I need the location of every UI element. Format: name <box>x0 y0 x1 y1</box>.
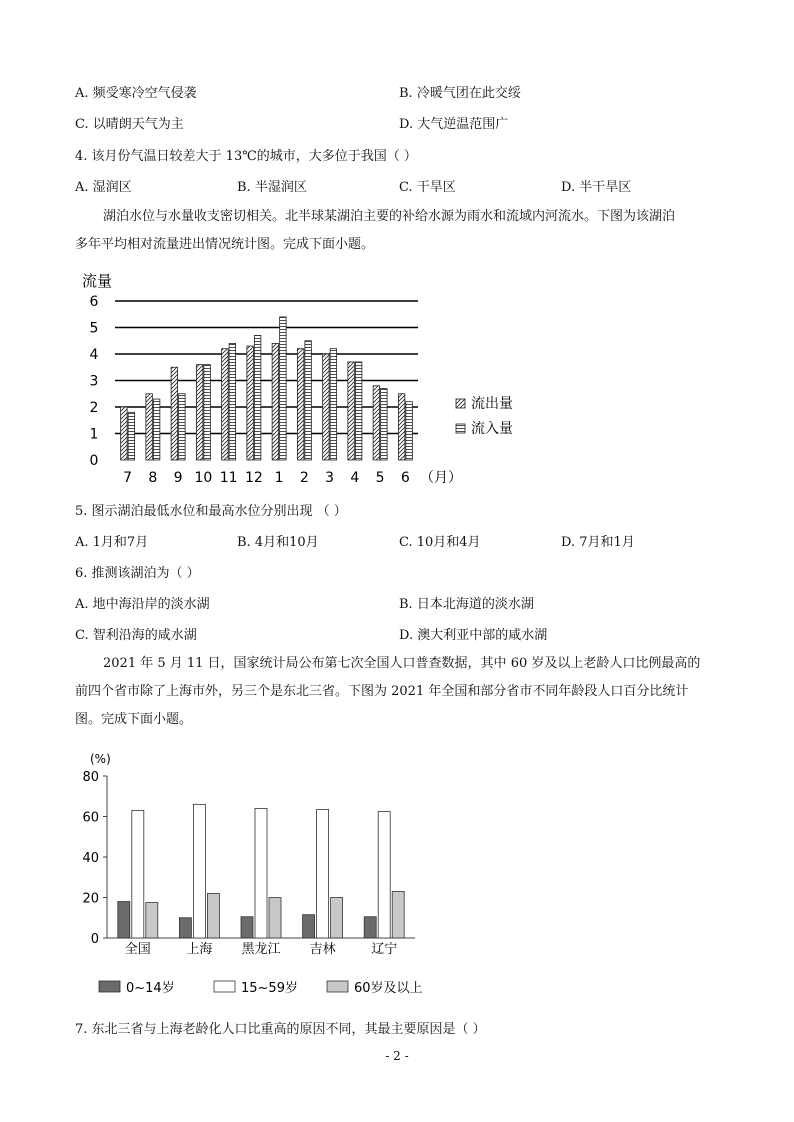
q5-options <box>75 531 755 551</box>
legend-label: 15~59岁 <box>241 981 298 996</box>
q5-stem: 5. 图示湖泊最低水位和最高水位分别出现 （ ） <box>75 504 347 519</box>
bar-outflow <box>398 394 405 460</box>
y-tick-label: 6 <box>89 294 99 310</box>
x-tick-label: 12 <box>244 470 263 486</box>
bar-inflow <box>128 412 135 460</box>
legend-label: 60岁及以上 <box>354 981 423 996</box>
y-tick-label: 80 <box>82 770 99 785</box>
q6-option-b: B. 日本北海道的淡水湖 <box>399 597 534 612</box>
q3-option-b: B. 冷暖气团在此交绥 <box>399 86 521 101</box>
bar-inflow <box>179 394 186 460</box>
bar-outflow <box>297 349 304 460</box>
bar-0 <box>118 902 130 938</box>
bar-1 <box>378 811 390 938</box>
bar-outflow <box>272 343 279 460</box>
y-tick-label: 5 <box>89 320 99 337</box>
x-tick-label: 辽宁 <box>371 942 398 957</box>
q6-option-d: D. 澳大利亚中部的咸水湖 <box>399 628 548 643</box>
q6-option-a: A. 地中海沿岸的淡水湖 <box>75 597 210 612</box>
q4-option-a: A. 湿润区 <box>75 180 132 195</box>
q6-options-row1 <box>75 593 755 613</box>
x-tick-label: 2 <box>299 470 309 486</box>
q6-options-row2 <box>75 624 755 644</box>
y-axis-label: (%) <box>90 752 111 766</box>
x-axis-unit: （月） <box>420 470 462 486</box>
bar-1 <box>255 808 267 938</box>
passage-census-line2: 前四个省市除了上海市外，另三个是东北三省。下图为 2021 年全国和部分省市不同年龄段人口百分比统计 <box>75 684 689 699</box>
bar-2 <box>207 893 219 938</box>
q6-option-c: C. 智利沿海的咸水湖 <box>75 628 197 643</box>
x-tick-label: 7 <box>123 470 133 486</box>
bar-2 <box>269 898 281 939</box>
q4-stem: 4. 该月份气温日较差大于 13℃的城市，大多位于我国（ ） <box>75 149 417 164</box>
q4-option-b: B. 半湿润区 <box>237 180 307 195</box>
bar-inflow <box>254 335 261 460</box>
passage-lake <box>75 203 720 259</box>
passage-lake-line1: 湖泊水位与水量收支密切相关。北半球某湖泊主要的补给水源为雨水和流域内河流水。下图为该湖泊 <box>103 209 676 224</box>
q4-option-c: C. 干旱区 <box>399 180 456 195</box>
bar-outflow <box>222 349 229 460</box>
x-tick-label: 6 <box>400 470 410 486</box>
y-tick-label: 20 <box>82 891 99 907</box>
q5-option-c: C. 10月和4月 <box>399 535 481 550</box>
y-tick-label: 2 <box>89 400 99 416</box>
y-tick-label: 0 <box>90 932 99 947</box>
bar-2 <box>331 898 343 939</box>
bar-0 <box>241 917 253 938</box>
bar-outflow <box>146 394 153 460</box>
x-tick-label: 9 <box>173 470 183 486</box>
q3-option-c: C. 以晴朗天气为主 <box>75 117 184 132</box>
passage-lake-line2: 多年平均相对流量进出情况统计图。完成下面小题。 <box>75 237 375 252</box>
bar-inflow <box>355 362 362 460</box>
bar-inflow <box>381 388 388 460</box>
passage-census <box>75 650 720 734</box>
bar-0 <box>179 918 191 938</box>
bar-outflow <box>247 346 254 460</box>
bar-outflow <box>373 386 380 460</box>
q3-options-row1 <box>75 82 755 102</box>
x-tick-label: 1 <box>274 470 284 486</box>
bar-inflow <box>305 341 312 460</box>
bar-outflow <box>348 362 355 460</box>
x-tick-label: 上海 <box>186 942 213 957</box>
y-tick-label: 4 <box>89 347 99 363</box>
bar-outflow <box>121 407 128 460</box>
x-tick-label: 10 <box>194 470 213 486</box>
q5-option-a: A. 1月和7月 <box>75 535 149 550</box>
bar-outflow <box>323 354 330 460</box>
legend-swatch <box>456 424 465 433</box>
passage-census-line1: 2021 年 5 月 11 日，国家统计局公布第七次全国人口普查数据，其中 60 岁及以上老龄人口比例最高的 <box>103 656 701 671</box>
bar-2 <box>392 891 404 938</box>
age-structure-chart <box>80 745 450 1005</box>
bar-2 <box>146 903 158 938</box>
bar-1 <box>193 804 205 938</box>
bar-inflow <box>280 317 287 460</box>
bar-1 <box>317 809 329 938</box>
y-tick-label: 0 <box>89 453 99 469</box>
legend-swatch <box>456 399 465 408</box>
bar-inflow <box>204 365 211 460</box>
x-tick-label: 全国 <box>124 942 151 957</box>
y-tick-label: 40 <box>82 851 99 866</box>
q7-stem: 7. 东北三省与上海老龄化人口比重高的原因不同，其最主要原因是（ ） <box>75 1022 486 1037</box>
q6-stem: 6. 推测该湖泊为（ ） <box>75 566 200 581</box>
legend-label: 流出量 <box>471 396 513 412</box>
x-tick-label: 4 <box>350 470 360 486</box>
bar-0 <box>364 917 376 938</box>
legend-swatch <box>99 981 120 992</box>
bar-1 <box>132 810 144 938</box>
x-tick-label: 黑龙江 <box>241 942 281 957</box>
x-tick-label: 3 <box>325 470 335 486</box>
y-tick-label: 1 <box>89 426 99 443</box>
q5-option-d: D. 7月和1月 <box>561 535 635 550</box>
y-tick-label: 3 <box>89 373 99 390</box>
q5-option-b: B. 4月和10月 <box>237 535 319 550</box>
page-number: - 2 - <box>385 1049 409 1063</box>
bar-0 <box>303 915 315 938</box>
bar-inflow <box>229 343 236 460</box>
q3-option-d: D. 大气逆温范围广 <box>399 117 509 132</box>
q4-options <box>75 176 755 196</box>
x-tick-label: 5 <box>375 470 385 486</box>
legend-swatch <box>214 981 235 992</box>
y-tick-label: 60 <box>82 810 99 826</box>
bar-inflow <box>406 402 413 460</box>
x-tick-label: 8 <box>148 470 158 486</box>
q4-option-d: D. 半干旱区 <box>561 180 632 195</box>
bar-inflow <box>330 349 337 460</box>
bar-outflow <box>171 367 178 460</box>
legend-label: 流入量 <box>471 421 513 437</box>
lake-flow-chart <box>80 268 540 493</box>
x-tick-label: 吉林 <box>309 942 336 957</box>
bar-inflow <box>153 399 160 460</box>
bar-outflow <box>196 365 203 460</box>
q3-options-row2 <box>75 113 755 133</box>
legend-swatch <box>327 981 348 992</box>
y-axis-label: 流量 <box>82 272 113 290</box>
legend-label: 0~14岁 <box>126 981 175 996</box>
passage-census-line3: 图。完成下面小题。 <box>75 712 193 727</box>
x-tick-label: 11 <box>219 470 238 486</box>
q3-option-a: A. 频受寒冷空气侵袭 <box>75 86 197 101</box>
